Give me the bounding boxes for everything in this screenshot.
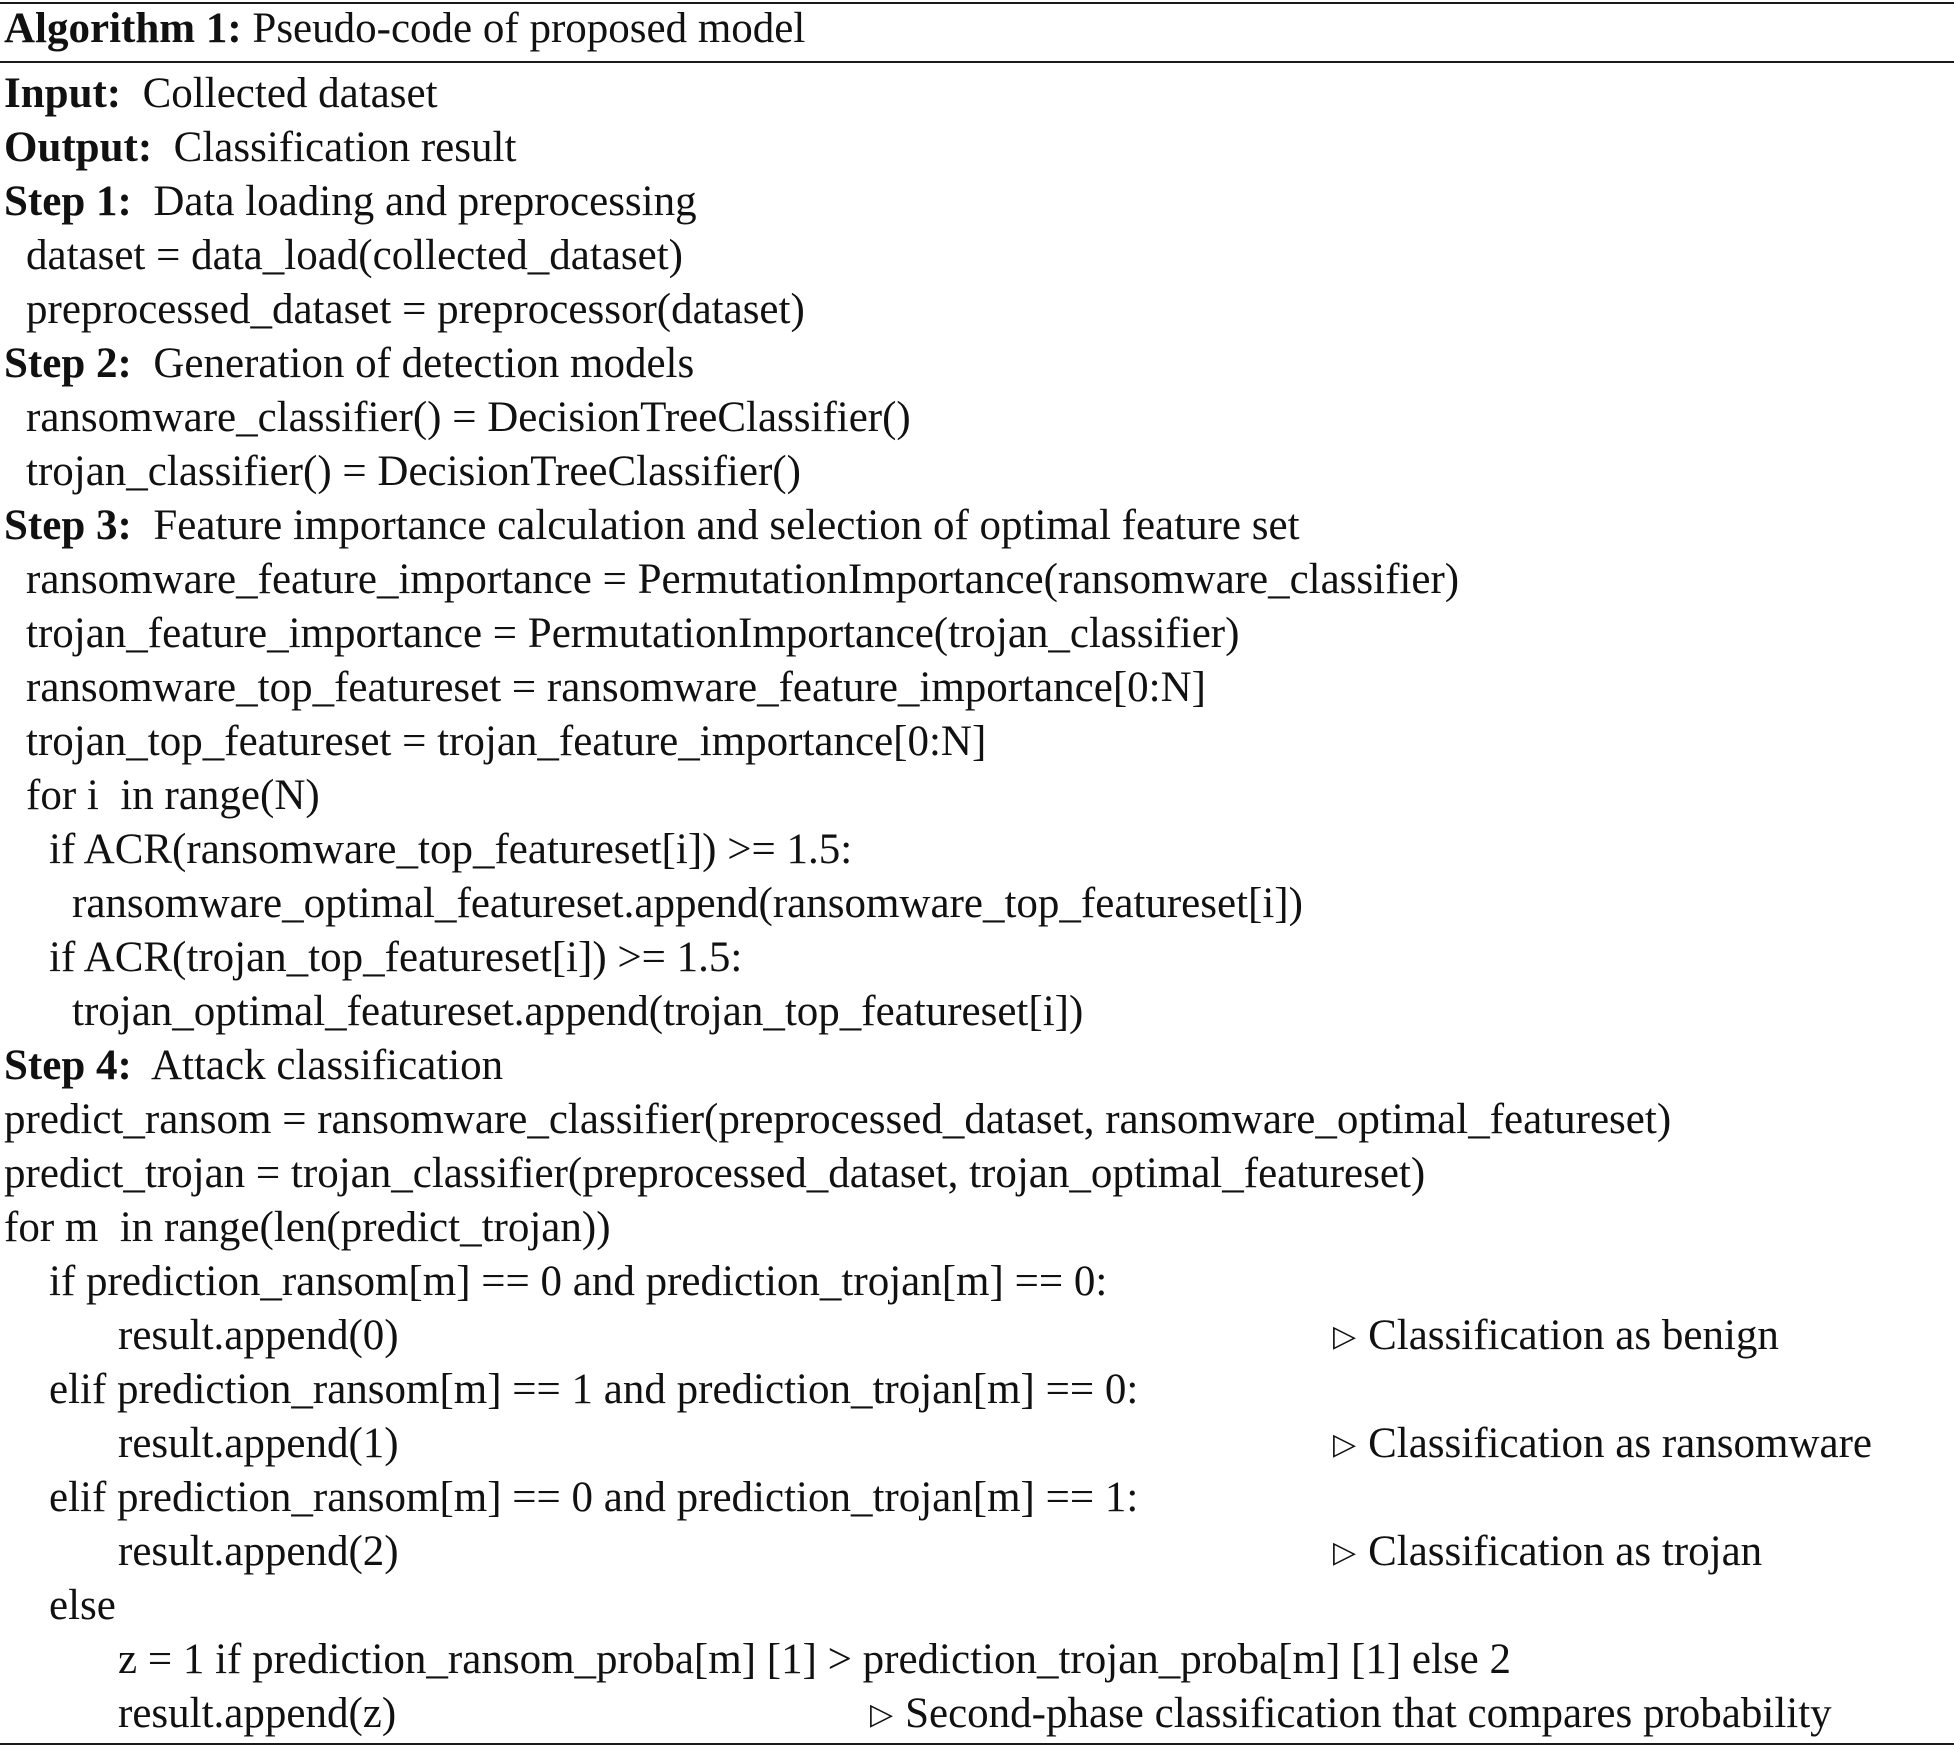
bottom-rule — [0, 1743, 1954, 1745]
step-title: Generation of detection models — [153, 340, 695, 387]
code-text: result.append(0) — [118, 1312, 399, 1359]
triangle-right-icon: ▷ — [1333, 1320, 1357, 1353]
code-line: for m in range(len(predict_trojan)) — [4, 1204, 611, 1251]
triangle-right-icon: ▷ — [1333, 1536, 1357, 1569]
step-label: Step 2: — [4, 340, 132, 387]
code-line: ransomware_classifier() = DecisionTreeClassifier() — [26, 394, 911, 441]
input-line — [0, 67, 1954, 121]
code-line: trojan_top_featureset = trojan_feature_importance[0:N] — [26, 718, 987, 765]
code-line: trojan_feature_importance = PermutationImportance(trojan_classifier) — [26, 610, 1240, 657]
code-line: z = 1 if prediction_ransom_proba[m] [1] > prediction_trojan_proba[m] [1] else 2 — [118, 1636, 1512, 1683]
code-line: preprocessed_dataset = preprocessor(dataset) — [26, 286, 805, 333]
comment-text: Second-phase classification that compares probability — [905, 1690, 1832, 1737]
line-comment — [1333, 1309, 1779, 1367]
algorithm-caption — [0, 2, 1954, 56]
input-text: Collected dataset — [142, 70, 438, 117]
step-label: Step 4: — [4, 1042, 132, 1089]
step-title: Feature importance calculation and selection of optimal feature set — [153, 502, 1300, 549]
step-3-line — [0, 499, 1954, 553]
code-line: if ACR(ransomware_top_featureset[i]) >= 1.5: — [49, 826, 853, 873]
code-line-with-comment — [0, 1309, 1954, 1363]
step-label: Step 3: — [4, 502, 132, 549]
step-label: Step 1: — [4, 178, 132, 225]
triangle-right-icon: ▷ — [1333, 1428, 1357, 1461]
code-line: else — [49, 1582, 116, 1629]
line-comment — [870, 1687, 1832, 1745]
step-2-line — [0, 337, 1954, 391]
code-line-with-comment — [0, 1687, 1954, 1741]
comment-text: Classification as ransomware — [1368, 1420, 1872, 1467]
code-line: trojan_classifier() = DecisionTreeClassifier() — [26, 448, 801, 495]
comment-text: Classification as benign — [1368, 1312, 1779, 1359]
code-line: ransomware_top_featureset = ransomware_feature_importance[0:N] — [26, 664, 1206, 711]
step-title: Data loading and preprocessing — [153, 178, 697, 225]
code-text: result.append(z) — [118, 1690, 397, 1737]
code-line: predict_ransom = ransomware_classifier(preprocessed_dataset, ransomware_optimal_featureset) — [4, 1096, 1672, 1143]
step-1-line — [0, 175, 1954, 229]
code-line-with-comment — [0, 1417, 1954, 1471]
caption-text: Pseudo-code of proposed model — [252, 5, 806, 52]
comment-text: Classification as trojan — [1368, 1528, 1763, 1575]
output-line — [0, 121, 1954, 175]
code-line: elif prediction_ransom[m] == 0 and prediction_trojan[m] == 1: — [49, 1474, 1139, 1521]
triangle-right-icon: ▷ — [870, 1698, 894, 1731]
code-line: predict_trojan = trojan_classifier(preprocessed_dataset, trojan_optimal_featureset) — [4, 1150, 1426, 1197]
code-line: if ACR(trojan_top_featureset[i]) >= 1.5: — [49, 934, 743, 981]
code-line: trojan_optimal_featureset.append(trojan_top_featureset[i]) — [72, 988, 1084, 1035]
step-4-line — [0, 1039, 1954, 1093]
input-label: Input: — [4, 70, 122, 117]
code-line: dataset = data_load(collected_dataset) — [26, 232, 683, 279]
line-comment — [1333, 1417, 1872, 1475]
code-line: ransomware_feature_importance = PermutationImportance(ransomware_classifier) — [26, 556, 1460, 603]
code-line: for i in range(N) — [26, 772, 320, 819]
code-line: elif prediction_ransom[m] == 1 and prediction_trojan[m] == 0: — [49, 1366, 1139, 1413]
line-comment — [1333, 1525, 1762, 1583]
step-title: Attack classification — [150, 1042, 504, 1089]
caption-label: Algorithm 1: — [4, 5, 242, 52]
code-text: result.append(1) — [118, 1420, 399, 1467]
code-line: if prediction_ransom[m] == 0 and prediction_trojan[m] == 0: — [49, 1258, 1108, 1305]
output-text: Classification result — [173, 124, 517, 171]
code-line: ransomware_optimal_featureset.append(ransomware_top_featureset[i]) — [72, 880, 1303, 927]
caption-rule — [0, 61, 1954, 63]
code-line-with-comment — [0, 1525, 1954, 1579]
output-label: Output: — [4, 124, 153, 171]
code-text: result.append(2) — [118, 1528, 399, 1575]
